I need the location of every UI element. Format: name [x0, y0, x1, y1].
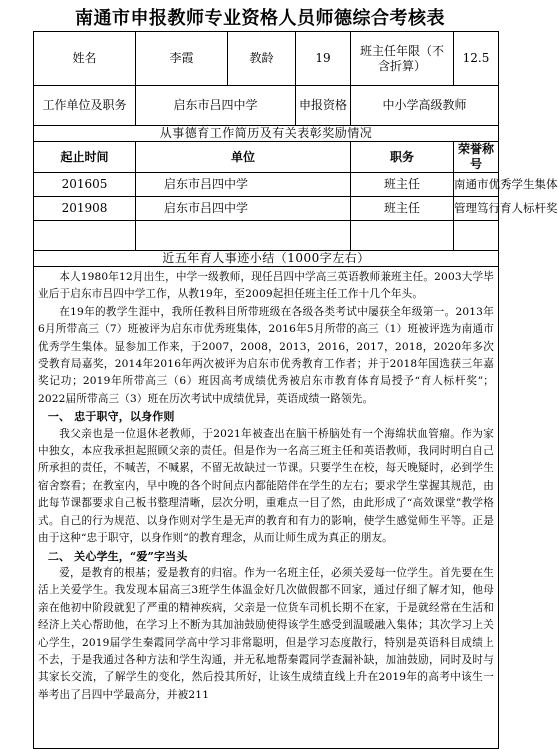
- header-position: 职务: [351, 142, 454, 173]
- headteacher-years-label: 班主任年限（不含折算）: [351, 32, 454, 86]
- narrative-heading: 二、 关心学生，“爱”字当头: [47, 549, 188, 563]
- teaching-years-label: 教龄: [228, 32, 296, 86]
- narrative-body: [34, 267, 499, 749]
- position-cell: 班主任: [351, 173, 454, 197]
- qualification-label: 申报资格: [296, 86, 351, 126]
- blank-row: [34, 221, 499, 251]
- basic-info-row: [34, 32, 499, 86]
- name-label: 姓名: [34, 32, 136, 86]
- narrative-text: [38, 269, 494, 748]
- unit-cell: 启东市吕四中学: [136, 173, 351, 197]
- unit-value: 启东市吕四中学: [136, 86, 296, 126]
- name-value: 李霞: [136, 32, 228, 86]
- period-cell: 201605: [34, 173, 136, 197]
- narrative-paragraph: 在19年的教学生涯中，我所任教科目所带班级在各级各类考试中屡获全年级第一。2013年6月所带高三（7）班被评为启东市优秀班集体，2016年5月所带的高三（1）班被评选为南通市优秀学生集体。显参加工作来，于2007，2008，2013，2016，2017，2018，2020年多次受教育局嘉奖，2014年2016年两次被评为启东市优秀教育工作者；并于2018年国选获三年嘉奖记功；2019年所带高三（6）班因高考成绩优秀被启东市教育体育局授予“育人标杆奖”；2022届所带高三（3）班在历次考试中成绩优异，英语成绩一路领先。: [38, 305, 495, 405]
- narrative-paragraph: 本人1980年12月出生，中学一级教师，现任吕四中学高三英语教师兼班主任。2003大学毕业后于启东市吕四中学工作，从教19年，至2009起担任班主任工作十几个年头。: [38, 271, 495, 301]
- narrative-paragraph: 爱，是教育的根基；爱是教育的归宿。作为一名班主任，必须关爱每一位学生。首先要在生活上关爱学生。我发现本届高三3班学生体温金好几次做假都不回家，通过仔细了解才知，他母亲在他初中阶段就犯了严重的精神疾病，父亲是一位货车司机长期不在家，于是就经常在生活和经济上关心帮助他，在学习上不断为其加油鼓励使得该学生感受到温暖融入集体；其次学习上关心学生，2019届学生秦霞同学高中学习非常聪明，但是学习态度散行，特别是英语科目成绩上不去，于是我通过各种方法和学生沟通，并无私地帮秦霞同学查漏补缺，加油鼓励，同时及时与其家长交流，了解学生的变化，然后投其所好，让该生成绩直线上升在2019年的高考中该生一举考出了吕四中学最高分，并被211: [38, 566, 495, 701]
- header-honor: 荣誉称号: [454, 142, 499, 173]
- table-row: [34, 173, 499, 197]
- honor-cell: 管理笃行育人标杆奖: [454, 197, 499, 221]
- experience-section-row: [34, 126, 499, 142]
- qualification-value: 中小学高级教师: [351, 86, 499, 126]
- unit-label: 工作单位及职务: [34, 86, 136, 126]
- period-cell: 201908: [34, 197, 136, 221]
- experience-header-row: [34, 142, 499, 173]
- unit-cell: 启东市吕四中学: [136, 197, 351, 221]
- narrative-section-row: [34, 251, 499, 267]
- assessment-form-table: [33, 31, 558, 749]
- header-unit: 单位: [136, 142, 351, 173]
- narrative-paragraph: 我父亲也是一位退休老教师，于2021年被查出在脑干桥脑处有一个海绵状血管瘤。作为家中独女，本应我承担起照顾父亲的责任。但是作为一名高三班主任和英语教师，我同时明白自己所承担的责任，不喊苦，不喊累，不留无故缺过一节课。只要学生在校，每天晚疑时，必到学生宿舍察看；在教室内，早中晚的各个时间点内都能陪伴在学生的左右；要求学生掌握其规范，由此每节课都要求自己板书整理清晰，层次分明，重难点一目了然，由此形成了“高效课堂”教学格式。自己的行为规范、以身作则对学生是无声的教育和有力的影响，使学生感觉师生平等。正是由于这种“忠于职守，以身作则”的教育理念，从而让师生成为真正的朋友。: [38, 427, 495, 545]
- experience-section-title: 从事德育工作简历及有关表彰奖励情况: [34, 126, 499, 142]
- narrative-row: [34, 267, 499, 749]
- position-cell: 班主任: [351, 197, 454, 221]
- headteacher-years-value: 12.5: [454, 32, 499, 86]
- narrative-section-title: 近五年育人事迹小结（1000字左右）: [34, 251, 499, 267]
- honor-cell: 南通市优秀学生集体: [454, 173, 499, 197]
- page-title: 南通市申报教师专业资格人员师德综合考核表: [75, 8, 445, 29]
- header-period: 起止时间: [34, 142, 136, 173]
- teaching-years-value: 19: [296, 32, 351, 86]
- table-row: [34, 197, 499, 221]
- unit-row: [34, 86, 499, 126]
- narrative-heading: 一、 忠于职守，以身作则: [47, 410, 175, 424]
